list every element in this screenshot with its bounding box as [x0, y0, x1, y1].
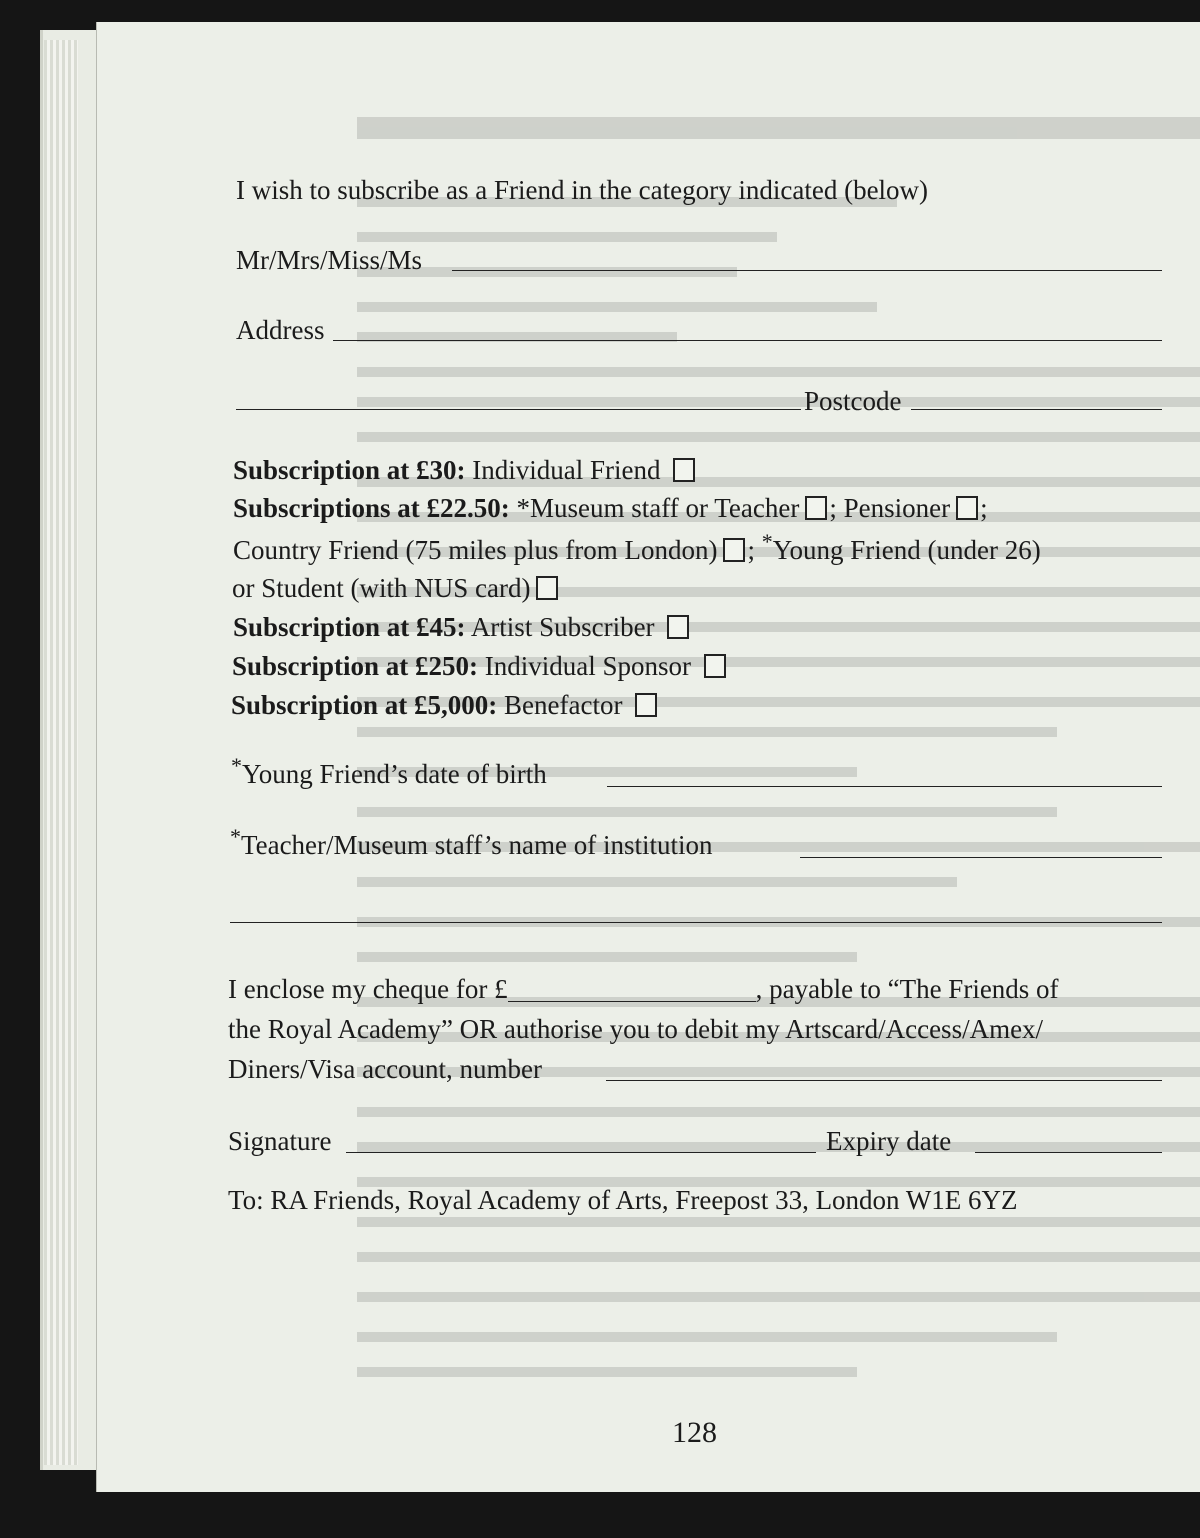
page-number: 128: [672, 1416, 717, 1449]
benefactor-checkbox[interactable]: [635, 693, 657, 717]
country-sep: ;: [747, 535, 762, 565]
mailing-address: To: RA Friends, Royal Academy of Arts, Freepost 33, London W1E 6YZ: [228, 1185, 1018, 1215]
cheque-line-2: the Royal Academy” OR authorise you to debit my Artscard/Access/Amex/: [228, 1014, 1044, 1044]
teacher-asterisk: *: [230, 824, 241, 849]
country-friend-checkbox[interactable]: [723, 538, 745, 562]
card-number-field[interactable]: [606, 1080, 1162, 1081]
country-friend-text: Country Friend (75 miles plus from London): [233, 535, 718, 565]
teacher-institution-label: Teacher/Museum staff’s name of institution: [241, 830, 713, 860]
young-friend-dob: [231, 753, 547, 793]
subscription-5000: [231, 688, 659, 722]
subscription-250: [232, 649, 728, 683]
address-label: Address: [236, 315, 325, 345]
subscription-45-text: Artist Subscriber: [470, 612, 655, 642]
subscription-2250: [233, 491, 988, 525]
postcode-label: Postcode: [804, 386, 902, 416]
subscription-250-text: Individual Sponsor: [484, 651, 692, 681]
cheque-line-3: Diners/Visa account, number: [228, 1054, 543, 1084]
subscription-30: [233, 453, 697, 487]
subscription-5000-text: Benefactor: [504, 690, 623, 720]
subscription-250-title: Subscription at £250:: [232, 651, 479, 681]
young-dob-label: Young Friend’s date of birth: [242, 759, 547, 789]
subscription-30-title: Subscription at £30:: [233, 455, 466, 485]
subscription-country-young: [233, 529, 1041, 569]
name-field[interactable]: [452, 270, 1162, 271]
student-checkbox[interactable]: [536, 576, 558, 600]
subscription-2250-title: Subscriptions at £22.50:: [233, 493, 510, 523]
young-dob-field[interactable]: [607, 786, 1162, 787]
subscription-2250-pensioner-text: ; Pensioner: [829, 493, 951, 523]
institution-field-line-2[interactable]: [230, 922, 1162, 923]
teacher-institution: [230, 824, 713, 864]
young-friend-asterisk: *: [761, 529, 773, 554]
subscription-2250-teacher-text: *Museum staff or Teacher: [516, 493, 800, 523]
individual-sponsor-checkbox[interactable]: [704, 654, 726, 678]
expiry-label: Expiry date: [826, 1126, 952, 1156]
young-dob-asterisk: *: [231, 753, 242, 778]
pensioner-checkbox[interactable]: [956, 496, 978, 520]
subscription-student: [232, 571, 560, 605]
student-text: or Student (with NUS card): [232, 573, 531, 603]
address-field-line-2[interactable]: [236, 409, 801, 410]
cheque-text-2: , payable to “The Friends of: [755, 974, 1059, 1004]
subscription-2250-sep: ;: [980, 493, 988, 523]
artist-subscriber-checkbox[interactable]: [667, 615, 689, 639]
subscription-45-title: Subscription at £45:: [233, 612, 466, 642]
form-intro: I wish to subscribe as a Friend in the category indicated (below): [236, 175, 929, 205]
expiry-date-field[interactable]: [975, 1152, 1162, 1153]
address-field-line-1[interactable]: [333, 340, 1162, 341]
signature-label: Signature: [228, 1126, 332, 1156]
postcode-field[interactable]: [911, 409, 1162, 410]
individual-friend-checkbox[interactable]: [673, 458, 695, 482]
museum-staff-teacher-checkbox[interactable]: [805, 496, 827, 520]
signature-field[interactable]: [346, 1152, 816, 1153]
subscription-45: [233, 610, 691, 644]
cheque-amount-field[interactable]: [508, 977, 756, 1002]
name-label: Mr/Mrs/Miss/Ms: [236, 245, 423, 275]
cheque-text-1: I enclose my cheque for £: [228, 974, 508, 1004]
young-friend-text: Young Friend (under 26): [772, 535, 1041, 565]
cheque-line-1: [228, 972, 1059, 1006]
subscription-30-text: Individual Friend: [472, 455, 661, 485]
institution-field-line-1[interactable]: [800, 857, 1162, 858]
subscription-5000-title: Subscription at £5,000:: [231, 690, 498, 720]
